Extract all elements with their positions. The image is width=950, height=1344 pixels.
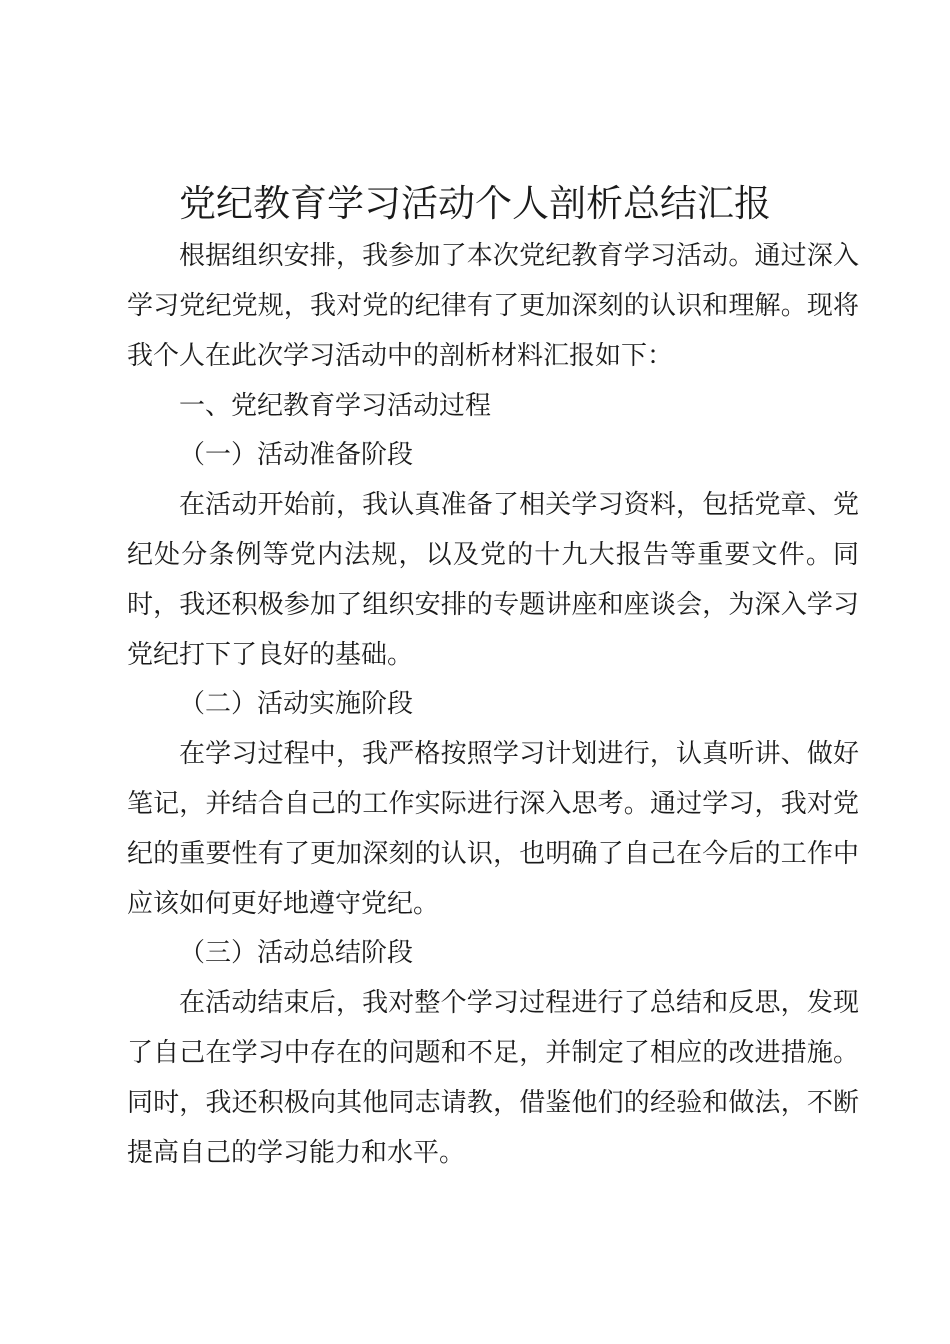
section-heading-1: 一、党纪教育学习活动过程 bbox=[179, 391, 492, 421]
subsection-heading-preparation: （一）活动准备阶段 bbox=[179, 440, 414, 470]
paragraph-preparation: 在活动开始前，我认真准备了相关学习资料，包括党章、党纪处分条例等党内法规，以及党的十九大报告等重要文件。同时，我还积极参加了组织安排的专题讲座和座谈会，为深入学习党纪打下了良好的基础。 bbox=[127, 490, 859, 670]
subsection-heading-summary: （三）活动总结阶段 bbox=[179, 938, 414, 968]
paragraph-implementation: 在学习过程中，我严格按照学习计划进行，认真听讲、做好笔记，并结合自己的工作实际进行深入思考。通过学习，我对党纪的重要性有了更加深刻的认识，也明确了自己在今后的工作中应该如何更好地遵守党纪。 bbox=[127, 739, 859, 919]
document-title: 党纪教育学习活动个人剖析总结汇报 bbox=[179, 182, 771, 225]
paragraph-summary: 在活动结束后，我对整个学习过程进行了总结和反思，发现了自己在学习中存在的问题和不足，并制定了相应的改进措施。同时，我还积极向其他同志请教，借鉴他们的经验和做法，不断提高自己的学习能力和水平。 bbox=[127, 988, 859, 1168]
intro-paragraph: 根据组织安排，我参加了本次党纪教育学习活动。通过深入学习党纪党规，我对党的纪律有了更加深刻的认识和理解。现将我个人在此次学习活动中的剖析材料汇报如下： bbox=[127, 241, 859, 371]
subsection-heading-implementation: （二）活动实施阶段 bbox=[179, 689, 414, 719]
